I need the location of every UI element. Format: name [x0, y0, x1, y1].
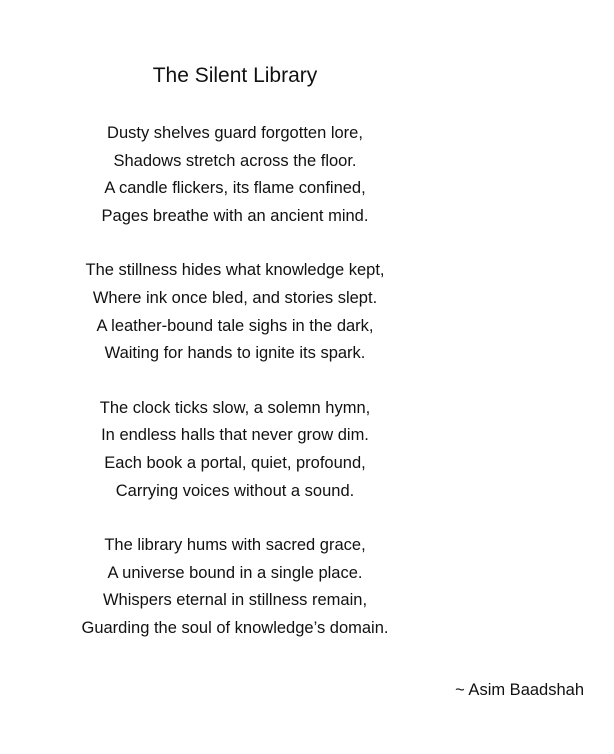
- poem-line: The library hums with sacred grace,: [104, 536, 366, 555]
- poem-line: Carrying voices without a sound.: [115, 481, 355, 500]
- poem-line: Guarding the soul of knowledge’s domain.: [81, 618, 389, 637]
- poem-line: Whispers eternal in stillness remain,: [102, 591, 368, 610]
- poem-line: Where ink once bled, and stories slept.: [92, 288, 378, 307]
- poem-line: The clock ticks slow, a solemn hymn,: [99, 398, 371, 417]
- poem-line: Each book a portal, quiet, profound,: [104, 453, 366, 472]
- poem-author: ~ Asim Baadshah: [455, 681, 584, 699]
- stanza-2: [0, 257, 470, 367]
- poem-line: A universe bound in a single place.: [107, 563, 363, 582]
- stanza-3: [0, 395, 470, 505]
- poem-line: The stillness hides what knowledge kept,: [85, 261, 385, 280]
- poem-line: In endless halls that never grow dim.: [101, 426, 369, 445]
- poem-line: Pages breathe with an ancient mind.: [101, 206, 369, 225]
- poem-line: Dusty shelves guard forgotten lore,: [107, 124, 363, 142]
- poem-line: Shadows stretch across the floor.: [113, 151, 357, 170]
- stanza-4: [0, 532, 470, 642]
- stanza-1: [0, 120, 470, 230]
- poem-line: A candle flickers, its flame confined,: [104, 179, 366, 198]
- poem-title: The Silent Library: [152, 64, 318, 87]
- poem-line: A leather-bound tale sighs in the dark,: [96, 316, 374, 335]
- poem-body: [0, 120, 470, 670]
- poem-line: Waiting for hands to ignite its spark.: [104, 344, 366, 363]
